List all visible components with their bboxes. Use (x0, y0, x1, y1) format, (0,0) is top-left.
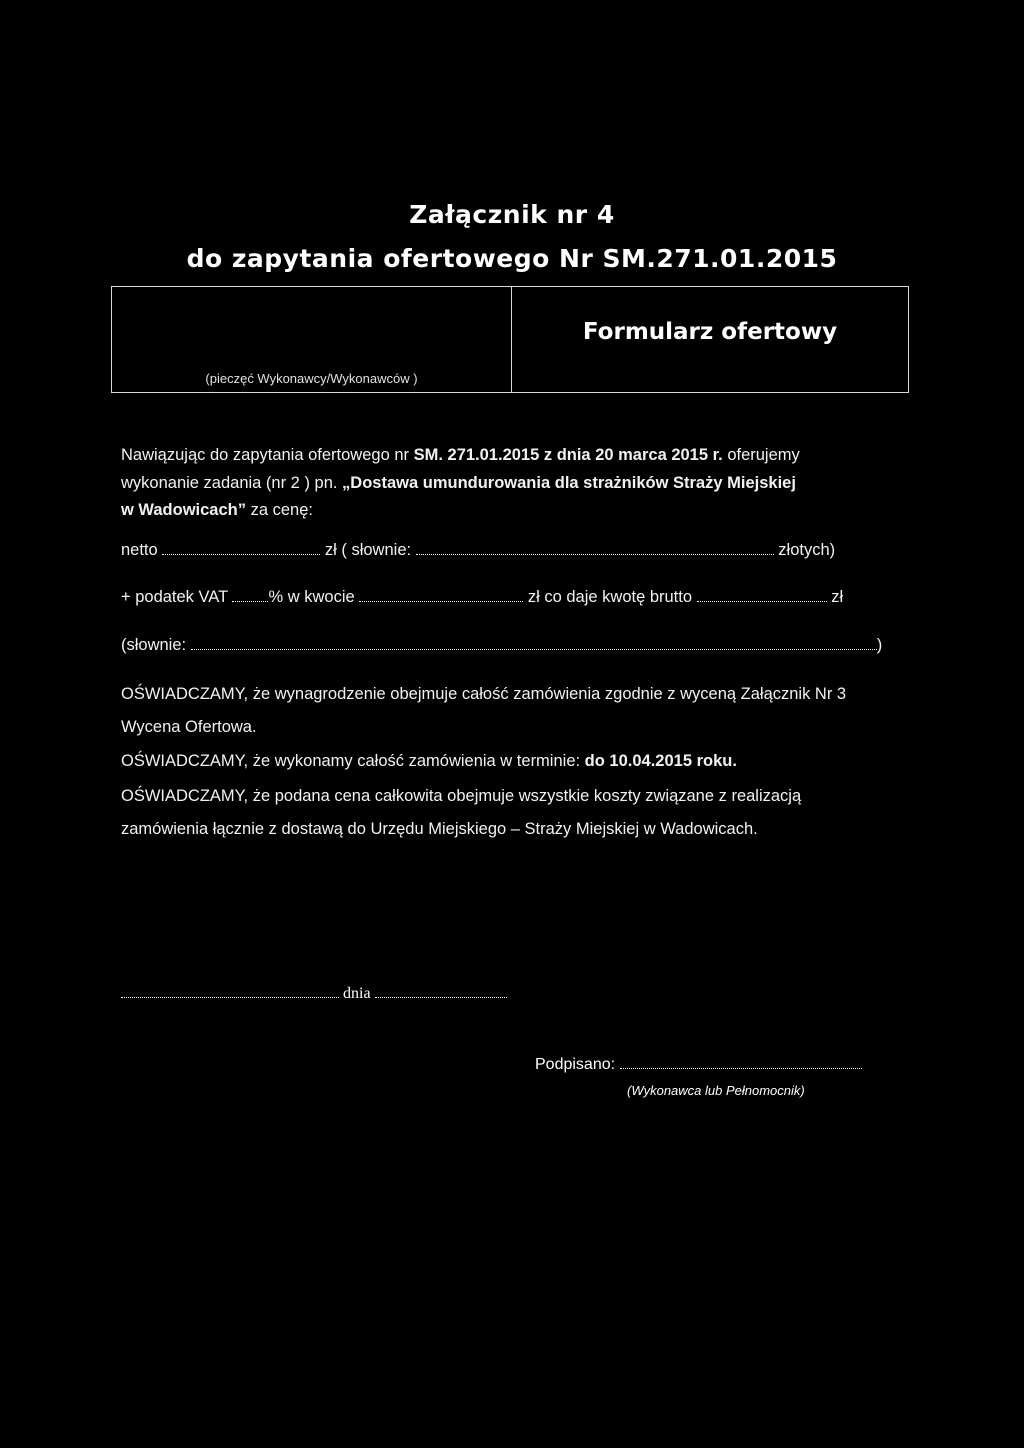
signed-label: Podpisano: (535, 1056, 616, 1073)
task-name: „Dostawa umundurowania dla strażników Straży Miejskiej (342, 474, 796, 492)
brutto-amount-field[interactable] (697, 589, 827, 602)
intro-text: Nawiązując do zapytania ofertowego nr (121, 446, 414, 464)
statement-1: OŚWIADCZAMY, że wynagrodzenie obejmuje całość zamówienia zgodnie z wyceną Załącznik Nr 3 (121, 685, 847, 703)
task-name-cont: w Wadowicach” (121, 501, 246, 519)
statement-3-cont: zamówienia łącznie z dostawą do Urzędu Miejskiego – Straży Miejskiej w Wadowicach. (121, 820, 758, 838)
vat-rate-field[interactable] (232, 589, 268, 602)
intro-line-2 (121, 474, 796, 493)
brutto-words-label: (słownie: (121, 636, 187, 654)
inquiry-heading: do zapytania ofertowego Nr SM.271.01.2015 (186, 244, 838, 273)
vat-pct-label: % w kwocie (268, 588, 355, 606)
brutto-words-field[interactable] (191, 637, 877, 650)
attachment-heading: Załącznik nr 4 (409, 200, 615, 229)
words-line (121, 636, 882, 655)
netto-line (121, 541, 835, 560)
date-field[interactable] (375, 985, 507, 998)
stamp-label: (pieczęć Wykonawcy/Wykonawców ) (205, 371, 418, 386)
inquiry-reference: SM. 271.01.2015 z dnia 20 marca 2015 r. (413, 446, 723, 464)
brutto-label: zł co daje kwotę brutto (527, 588, 693, 606)
statement-2 (121, 752, 737, 771)
contractor-caption: (Wykonawca lub Pełnomocnik) (627, 1083, 805, 1098)
form-title: Formularz ofertowy (582, 319, 838, 345)
netto-words-label: zł ( słownie: (324, 541, 412, 559)
statement-2-text: OŚWIADCZAMY, że wykonamy całość zamówienia w terminie: (121, 752, 585, 770)
place-field[interactable] (121, 985, 339, 998)
netto-amount-field[interactable] (162, 542, 320, 555)
zlotych-label: złotych) (778, 541, 836, 559)
intro-text: wykonanie zadania (nr 2 ) pn. (121, 474, 343, 492)
currency-label: zł (831, 588, 844, 606)
vat-line (121, 588, 843, 607)
vat-label: + podatek VAT (121, 588, 228, 606)
netto-label: netto (121, 541, 158, 559)
signature-line (535, 1056, 862, 1074)
intro-line-3 (121, 501, 313, 520)
dnia-label: dnia (343, 985, 371, 1002)
statement-1-cont: Wycena Ofertowa. (121, 718, 257, 736)
intro-text: oferujemy (722, 446, 800, 464)
offer-header-box (111, 286, 909, 393)
vat-amount-field[interactable] (359, 589, 523, 602)
netto-words-field[interactable] (416, 542, 774, 555)
deadline: do 10.04.2015 roku. (584, 752, 737, 770)
signature-field[interactable] (620, 1056, 862, 1069)
intro-text: za cenę: (246, 501, 313, 519)
intro-line-1 (121, 446, 800, 465)
closing-paren: ) (876, 636, 883, 654)
place-date-line (121, 985, 507, 1003)
statement-3: OŚWIADCZAMY, że podana cena całkowita obejmuje wszystkie koszty związane z realizacją (121, 787, 802, 805)
